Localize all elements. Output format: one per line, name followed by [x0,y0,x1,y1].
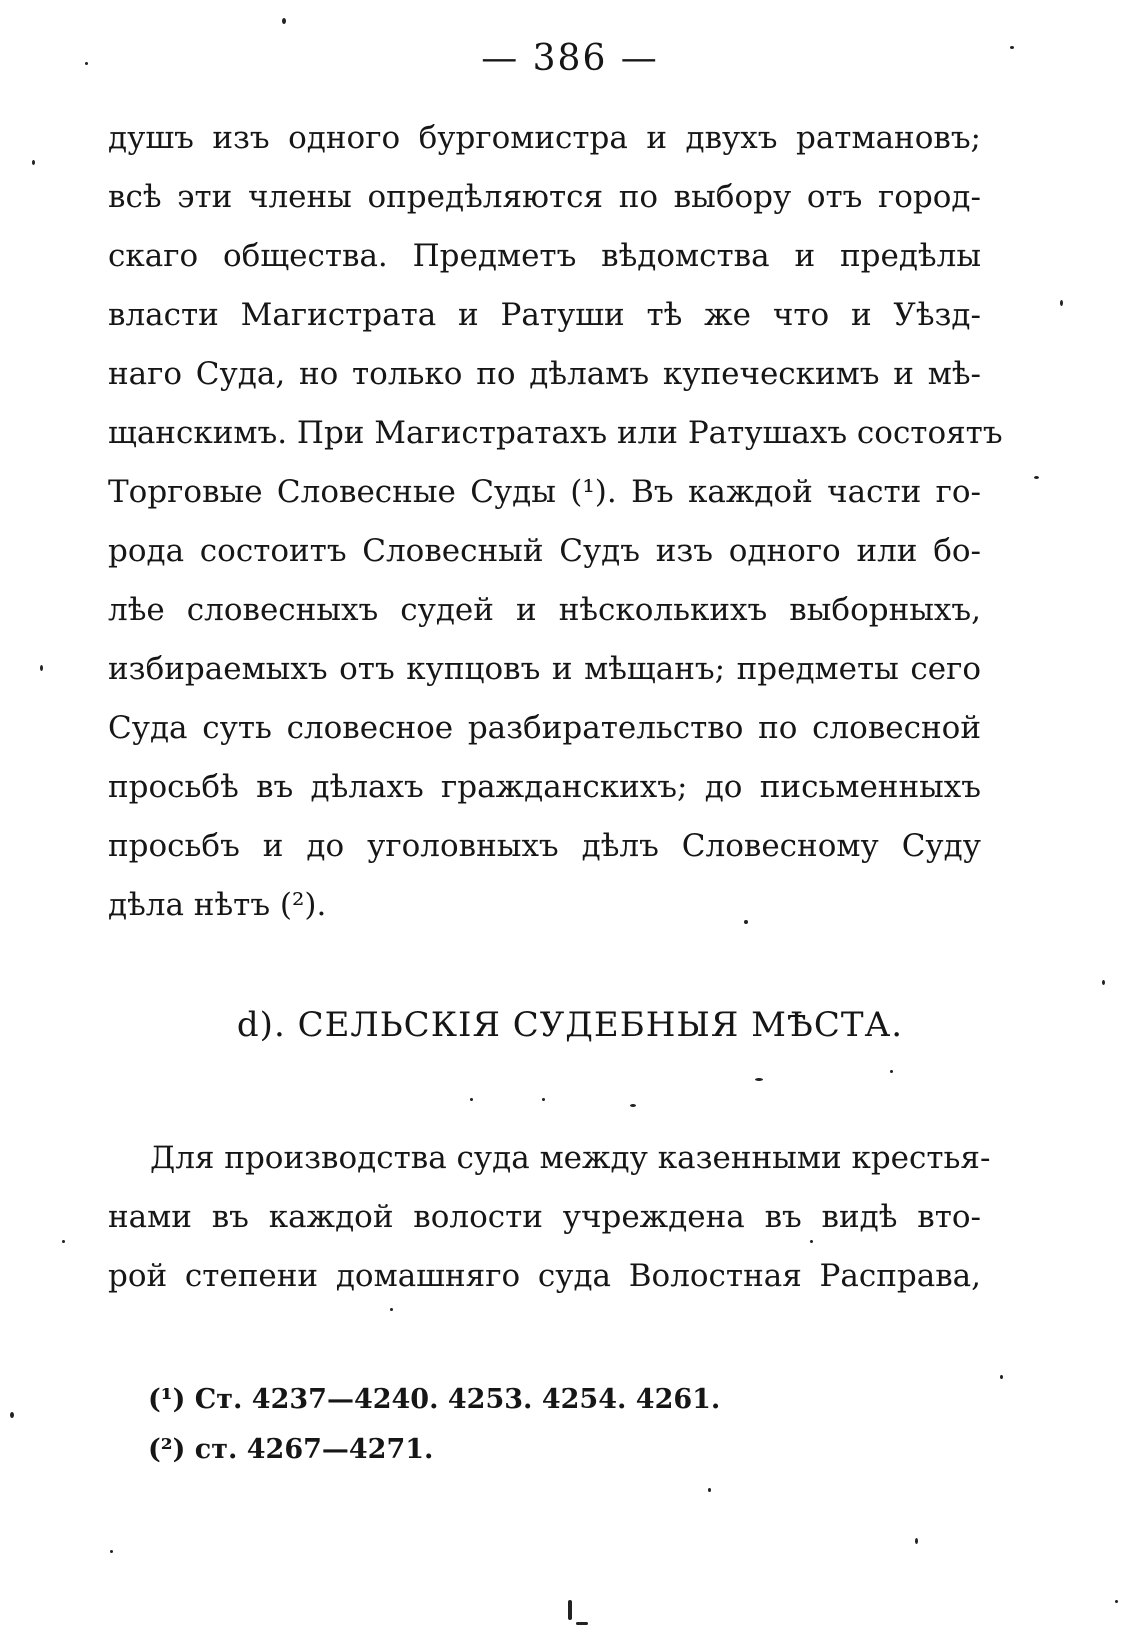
scan-speck [1000,1375,1003,1379]
scan-speck [110,1550,113,1553]
scan-speck [708,1488,711,1492]
text-line: просьбѣ въ дѣлахъ гражданскихъ; до письменныхъ [108,769,981,805]
text-line: рода состоитъ Словесный Судъ изъ одного или бо- [108,533,981,569]
text-line: щанскимъ. При Магистратахъ или Ратушахъ состоятъ [108,415,1003,451]
section-heading: d). СЕЛЬСКІЯ СУДЕБНЫЯ МѢСТА. [236,1005,904,1045]
scan-speck [568,1600,572,1620]
scan-speck [630,1104,636,1107]
text-line: просьбъ и до уголовныхъ дѣлъ Словесному Суду [108,828,981,864]
text-line: Для производства суда между казенными крестья- [150,1140,991,1176]
text-line: власти Магистрата и Ратуши тѣ же что и Уѣзд- [108,297,981,333]
text-line: нами въ каждой волости учреждена въ видѣ вто- [108,1199,981,1235]
scan-speck [282,18,286,24]
text-line: скаго общества. Предметъ вѣдомства и предѣлы [108,238,981,274]
scan-speck [10,1412,14,1418]
text-line: лѣе словесныхъ судей и нѣсколькихъ выборныхъ, [108,592,981,628]
scan-speck [1115,1600,1118,1603]
text-line: избираемыхъ отъ купцовъ и мѣщанъ; предметы сего [108,651,981,687]
page-number: — 386 — [481,38,659,79]
scan-speck [62,1240,65,1243]
scan-speck [32,160,35,165]
text-line: душъ изъ одного бургомистра и двухъ ратмановъ; [108,120,981,156]
scan-speck [744,920,748,924]
scan-speck [542,1098,545,1101]
scan-speck [85,62,88,65]
scan-speck [890,1070,893,1073]
text-line: рой степени домашняго суда Волостная Расправа, [108,1258,981,1294]
scan-speck [470,1098,473,1101]
scan-speck [1010,46,1014,49]
scan-speck [390,1308,393,1311]
scan-speck [576,1622,588,1625]
scan-speck [1102,980,1105,985]
scan-speck [1060,300,1063,306]
footnote: (¹) Ст. 4237—4240. 4253. 4254. 4261. [148,1384,721,1415]
scan-speck [1034,476,1039,479]
text-line: дѣла нѣтъ (²). [108,887,327,923]
scan-speck [810,1240,813,1243]
text-line: наго Суда, но только по дѣламъ купеческимъ и мѣ- [108,356,981,392]
scan-speck [755,1078,763,1081]
text-line: Суда суть словесное разбирательство по словесной [108,710,981,746]
scan-speck [40,665,43,671]
scan-speck [915,1538,918,1544]
text-line: всѣ эти члены опредѣляются по выбору отъ город- [108,179,981,215]
text-line: Торговые Словесные Суды (¹). Въ каждой части го- [108,474,981,510]
footnote: (²) ст. 4267—4271. [148,1434,434,1465]
